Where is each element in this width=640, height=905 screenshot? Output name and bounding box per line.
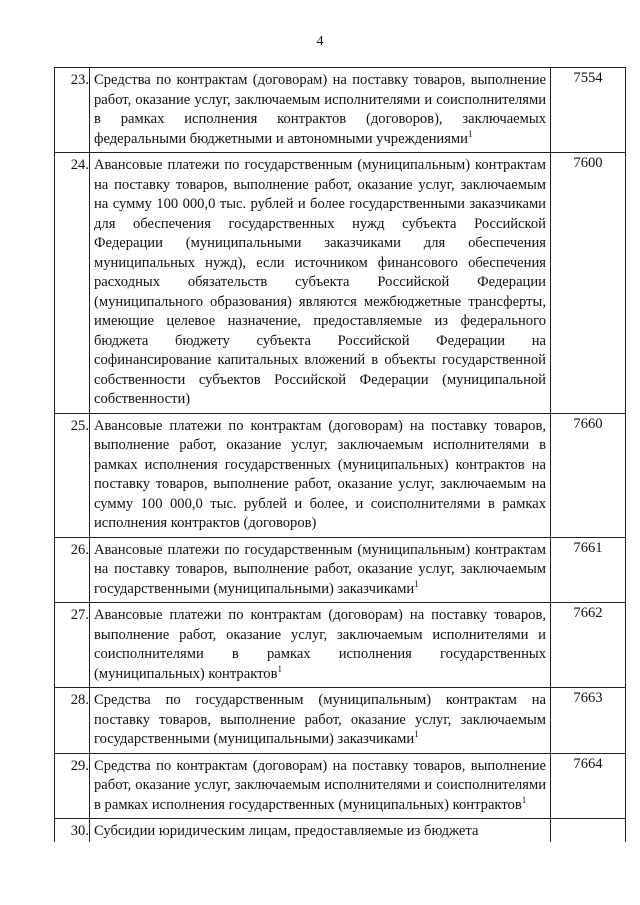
row-text: Авансовые платежи по государственным (муниципальным) контрактам на поставку товаров, выполнение работ, оказание услуг, заключаемым на сумму 100 000,0 тыс. рублей и более государственными заказчиками для обеспечения государственных нужд субъекта Российской Федерации (муниципальными заказчиками для обеспечения муниципальных нужд), если источником финансового обеспечения расходных обязательств субъекта Российской Федерации (муниципального образования) являются межбюджетные трансферты, имеющие целевое назначение, предоставляемые из федерального бюджета бюджету субъекта Российской Федерации на софинансирование капитальных вложений в объекты государственной собственности субъектов Российской Федерации (муниципальной собственности) bbox=[94, 157, 546, 407]
budget-codes-table bbox=[54, 67, 626, 842]
row-text: Субсидии юридическим лицам, предоставляемые из бюджета bbox=[94, 823, 479, 839]
row-number: 24. bbox=[55, 153, 90, 414]
footnote-mark: 1 bbox=[521, 794, 527, 805]
row-text: Авансовые платежи по контрактам (договорам) на поставку товаров, выполнение работ, оказание услуг, заключаемым исполнителями в рамках исполнения государственных (муниципальных) контрактов на поставку товаров, выполнение работ, оказание услуг, заключаемым на сумму 100 000,0 тыс. рублей и более, и соисполнителями в рамках исполнения контрактов (договоров) bbox=[94, 417, 546, 531]
row-description bbox=[90, 413, 551, 537]
row-code: 7663 bbox=[551, 688, 626, 754]
table-row bbox=[55, 603, 626, 688]
row-description bbox=[90, 153, 551, 414]
row-number: 28. bbox=[55, 688, 90, 754]
row-text: Средства по контрактам (договорам) на поставку товаров, выполнение работ, оказание услуг, заключаемым исполнителями и соисполнителями в рамках исполнения контрактов (договоров), заключаемых федеральными бюджетными и автономными учреждениями bbox=[94, 72, 546, 147]
table-row bbox=[55, 413, 626, 537]
footnote-mark: 1 bbox=[414, 578, 419, 589]
row-description bbox=[90, 68, 551, 153]
row-description bbox=[90, 537, 551, 603]
page-number: 4 bbox=[316, 34, 324, 49]
row-description bbox=[90, 603, 551, 688]
footnote-mark: 1 bbox=[467, 128, 473, 139]
row-description bbox=[90, 688, 551, 754]
row-text: Авансовые платежи по контрактам (договорам) на поставку товаров, выполнение работ, оказание услуг, заключаемым исполнителями и соисполнителями в рамках исполнения государственных (муниципальных) контрактов bbox=[94, 607, 546, 682]
table-row bbox=[55, 153, 626, 414]
row-code: 7660 bbox=[551, 413, 626, 537]
row-number: 27. bbox=[55, 603, 90, 688]
footnote-mark: 1 bbox=[414, 729, 419, 740]
row-code: 7661 bbox=[551, 537, 626, 603]
row-description bbox=[90, 753, 551, 819]
row-number: 29. bbox=[55, 753, 90, 819]
row-code: 7662 bbox=[551, 603, 626, 688]
row-number: 23. bbox=[55, 68, 90, 153]
table-row bbox=[55, 537, 626, 603]
row-code: 7600 bbox=[551, 153, 626, 414]
row-number: 25. bbox=[55, 413, 90, 537]
row-text: Средства по контрактам (договорам) на поставку товаров, выполнение работ, оказание услуг, заключаемым исполнителями и соисполнителями в рамках исполнения государственных (муниципальных) контрактов bbox=[94, 757, 546, 813]
row-code: 7554 bbox=[551, 68, 626, 153]
row-code: 7664 bbox=[551, 753, 626, 819]
row-description bbox=[90, 819, 551, 842]
table-row bbox=[55, 68, 626, 153]
table-row bbox=[55, 753, 626, 819]
row-text: Средства по государственным (муниципальным) контрактам на поставку товаров, выполнение работ, оказание услуг, заключаемым государственными (муниципальными) заказчиками bbox=[94, 692, 546, 747]
table-row bbox=[55, 688, 626, 754]
row-number: 30. bbox=[55, 819, 90, 842]
row-code bbox=[551, 819, 626, 842]
row-text: Авансовые платежи по государственным (муниципальным) контрактам на поставку товаров, выполнение работ, оказание услуг, заключаемым государственными (муниципальными) заказчиками bbox=[94, 541, 546, 597]
row-number: 26. bbox=[55, 537, 90, 603]
footnote-mark: 1 bbox=[277, 663, 282, 674]
table-row bbox=[55, 819, 626, 842]
